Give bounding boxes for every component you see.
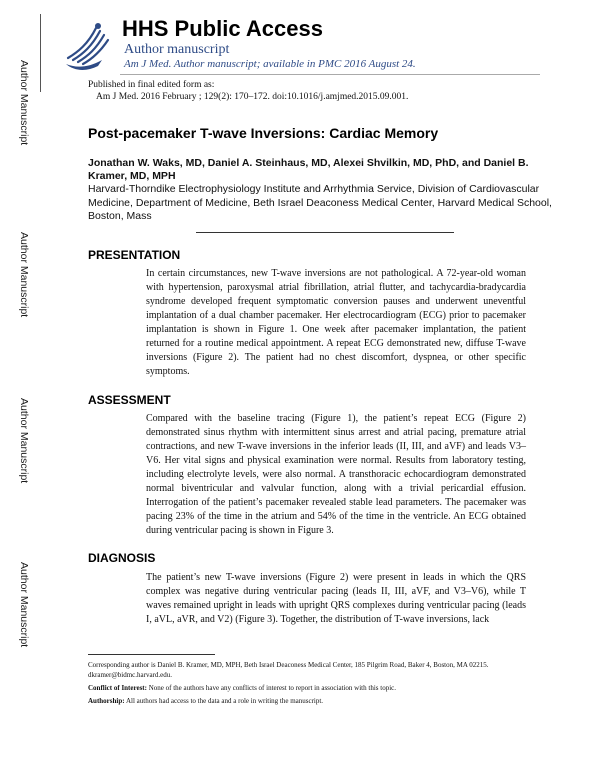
section-heading-assessment: ASSESSMENT <box>88 393 171 407</box>
section-heading-presentation: PRESENTATION <box>88 248 181 262</box>
sidebar-label: Author Manuscript <box>18 60 30 146</box>
header-subtitle: Author manuscript <box>124 42 230 57</box>
publication-info <box>88 80 408 103</box>
hhs-eagle-logo-icon <box>58 14 118 74</box>
publication-line-2: Am J Med. 2016 February ; 129(2): 170–172. doi:10.1016/j.amjmed.2015.09.001. <box>96 91 409 102</box>
header-divider <box>40 14 41 92</box>
sidebar-label: Author Manuscript <box>18 232 30 318</box>
footnote-authorship <box>88 697 518 707</box>
footnote-corresponding: Corresponding author is Daniel B. Kramer, MD, MPH, Beth Israel Deaconess Medical Center, 185 Pilgrim Road, Baker 4, Boston, MA 02215. dkramer@bidmc.harvard.edu. <box>88 661 489 679</box>
footnote-authorship-label: Authorship: <box>88 697 125 705</box>
section-divider <box>196 232 454 233</box>
section-heading-diagnosis: DIAGNOSIS <box>88 551 156 565</box>
section-text-assessment: Compared with the baseline tracing (Figure 1), the patient’s repeat ECG (Figure 2) demonstrated sinus rhythm with intermittent sinus arrest and atrial pacing, premature atrial contractions, and new T-wave inversions in the inferior leads (II, III, and aVF) and leads V3–V6. Her vital signs and physical examination were normal. Results from laboratory testing, including electrolyte levels, were also normal. A transthoracic echocardiogram demonstrated normal biventricular and valvular function, along with a trivial pericardial effusion. Interrogation of the patient’s pacemaker revealed stable lead parameters. The pacemaker was pacing 23% of the time in the atrium and 54% of the time in the ventricle. An ECG obtained during ventricular pacing is shown in Figure 3. <box>146 413 526 536</box>
article-title: Post-pacemaker T-wave Inversions: Cardiac Memory <box>88 125 439 141</box>
section-text-presentation: In certain circumstances, new T-wave inversions are not pathological. A 72-year-old woman with hypertension, paroxysmal atrial fibrillation, atrial flutter, and tachycardia-bradycardia syndrome developed frequent symptomatic conversion pauses and underwent uneventful implantation of a dual chamber pacemaker. Her electrocardiogram (ECG) prior to pacemaker implantation is shown in Figure 1. One week after pacemaker implantation, the patient returned for a routine medical appointment. A repeat ECG demonstrated new, diffuse T-wave inversions (Figure 2). The patient had no chest discomfort, dyspnea, or other specific symptoms. <box>146 268 526 377</box>
footnote-conflict-text: None of the authors have any conflicts of interest to report in association with this topic. <box>148 684 396 692</box>
article-affiliation: Harvard-Thorndike Electrophysiology Institute and Arrhythmia Service, Division of Cardiovascular Medicine, Department of Medicine, Beth Israel Deaconess Medical Center, Harvard Medical School, Boston, Mass <box>88 183 552 222</box>
sidebar-label: Author Manuscript <box>18 398 30 484</box>
footnote-authorship-text: All authors had access to the data and a role in writing the manuscript. <box>125 697 324 705</box>
header-rule <box>120 74 540 75</box>
section-text-diagnosis: The patient’s new T-wave inversions (Figure 2) were present in leads in which the QRS complex was negative during ventricular pacing (leads II, III, aVF, and V3–V6), while T waves remained upright in leads with upright QRS complexes during ventricular pacing (leads I, aVL, aVR, and V2) (Figure 3). Together, the distribution of T-wave inversions, lack <box>146 572 526 625</box>
footnote-rule <box>88 654 215 655</box>
header-title: HHS Public Access <box>122 16 323 41</box>
sidebar-label: Author Manuscript <box>18 562 30 648</box>
publication-line-1: Published in final edited form as: <box>88 80 215 90</box>
article-authors: Jonathan W. Waks, MD, Daniel A. Steinhaus, MD, Alexei Shvilkin, MD, PhD, and Daniel B. Kramer, MD, MPH <box>88 157 529 182</box>
footnote-conflict <box>88 684 518 694</box>
header-citation: Am J Med. Author manuscript; available in PMC 2016 August 24. <box>124 58 416 70</box>
footnote-conflict-label: Conflict of Interest: <box>88 684 147 692</box>
